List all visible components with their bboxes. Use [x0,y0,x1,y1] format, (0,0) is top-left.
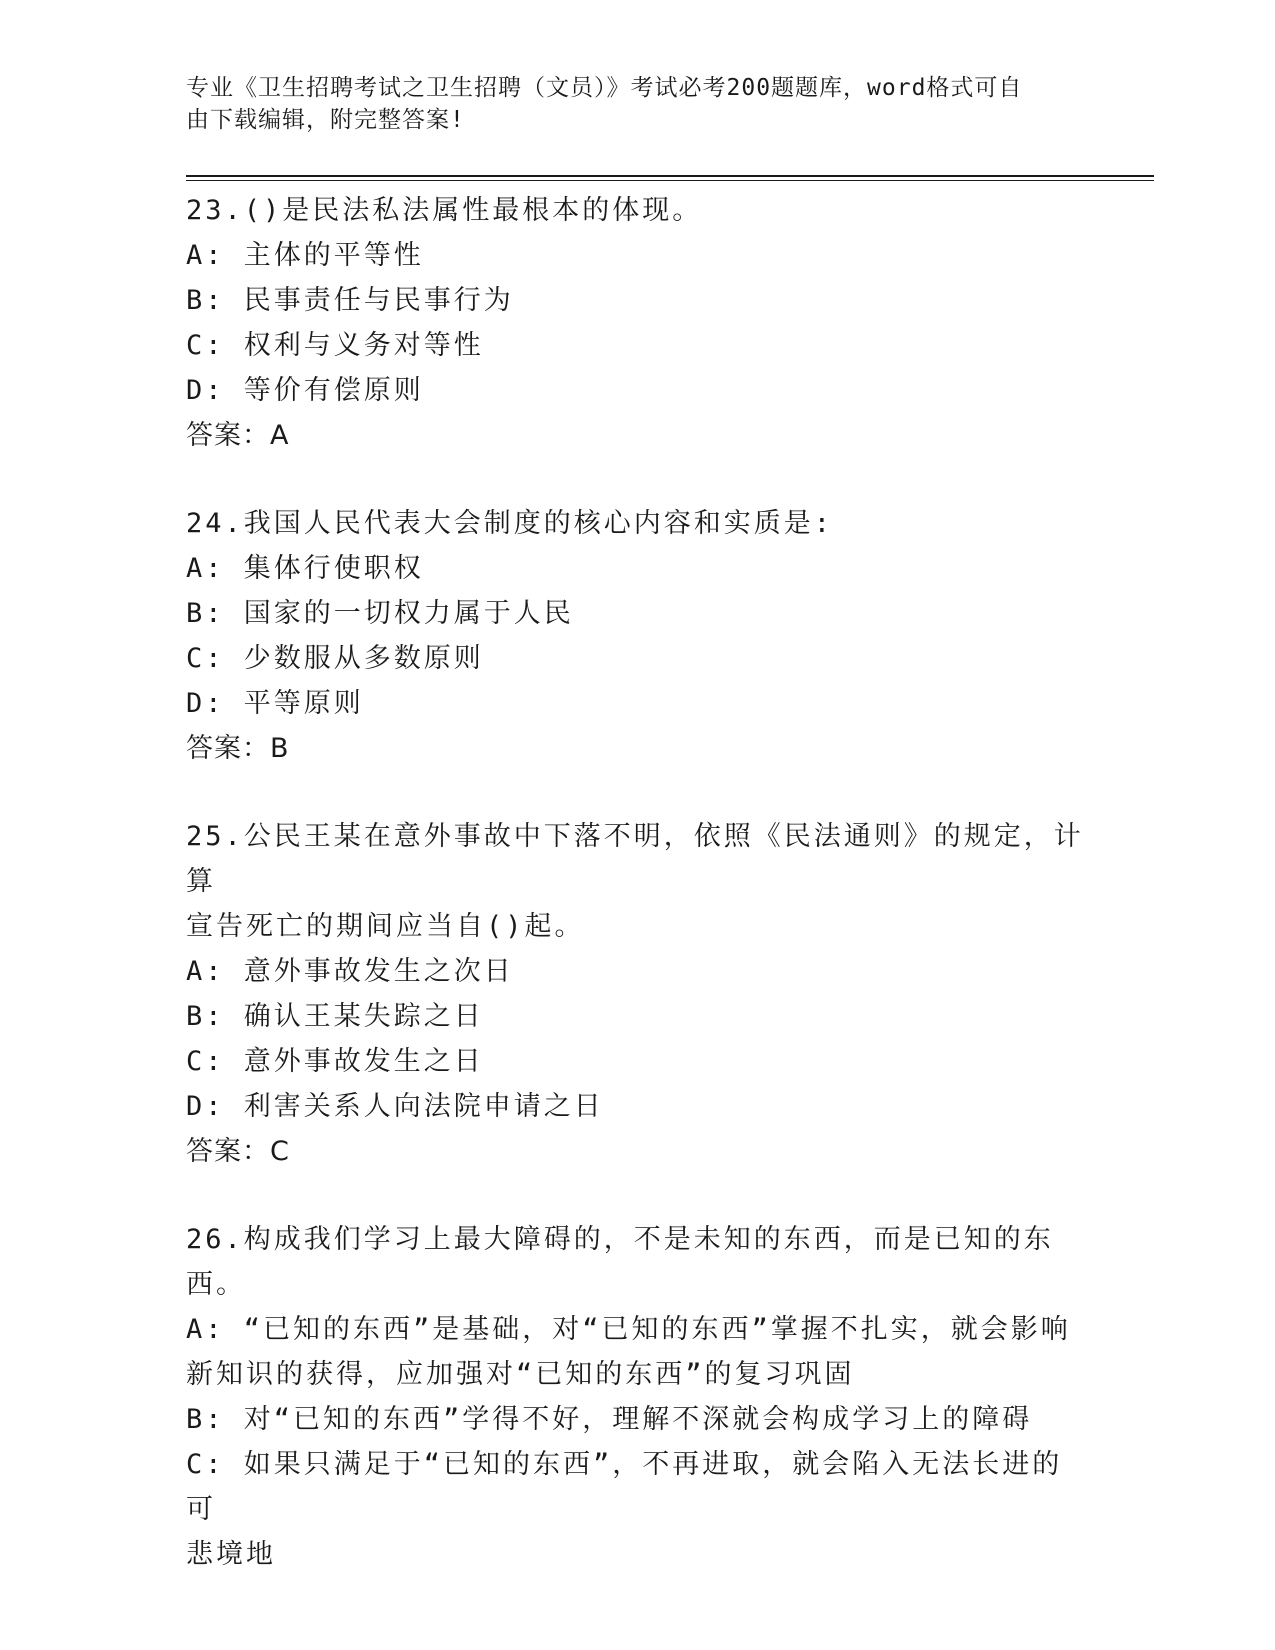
header-line-1: 专业《卫生招聘考试之卫生招聘（文员）》考试必考200题题库，word格式可自 [186,75,1023,101]
question-stem: 25.公民王某在意外事故中下落不明，依照《民法通则》的规定，计算 [186,821,1084,897]
option-d: D: 平等原则 [186,688,364,719]
option-c: C: 意外事故发生之日 [186,1046,484,1077]
option-d: D: 等价有偿原则 [186,375,424,406]
option-d: D: 利害关系人向法院申请之日 [186,1091,604,1122]
option-a-continued: 新知识的获得，应加强对“已知的东西”的复习巩固 [186,1359,855,1390]
option-c: C: 少数服从多数原则 [186,643,484,674]
question-stem: 23.()是民法私法属性最根本的体现。 [186,195,703,226]
option-c-continued: 悲境地 [186,1539,276,1570]
question-26 [186,1217,1086,1577]
header-divider-thin [186,180,1154,181]
option-a: A: 主体的平等性 [186,240,424,271]
answer-label: 答案：B [186,733,290,764]
document-header [186,72,1066,136]
option-a: A: 集体行使职权 [186,553,424,584]
option-b: B: 确认王某失踪之日 [186,1001,484,1032]
option-a: A: “已知的东西”是基础，对“已知的东西”掌握不扎实，就会影响 [186,1314,1071,1345]
answer-label: 答案：A [186,420,290,451]
question-stem-continued: 宣告死亡的期间应当自()起。 [186,911,585,942]
option-c: C: 权利与义务对等性 [186,330,484,361]
question-list [186,188,1086,1577]
question-stem: 24.我国人民代表大会制度的核心内容和实质是: [186,508,834,539]
answer-label: 答案：C [186,1136,290,1167]
question-stem: 26.构成我们学习上最大障碍的，不是未知的东西，而是已知的东西。 [186,1224,1054,1300]
question-24 [186,501,1086,771]
option-b: B: 民事责任与民事行为 [186,285,514,316]
option-b: B: 国家的一切权力属于人民 [186,598,574,629]
question-25 [186,814,1086,1174]
option-b: B: 对“已知的东西”学得不好，理解不深就会构成学习上的障碍 [186,1404,1033,1435]
header-divider-thick [186,175,1154,177]
header-line-2: 由下载编辑，附完整答案! [186,107,465,133]
option-c: C: 如果只满足于“已知的东西”，不再进取，就会陷入无法长进的可 [186,1449,1063,1525]
question-23 [186,188,1086,458]
option-a: A: 意外事故发生之次日 [186,956,514,987]
